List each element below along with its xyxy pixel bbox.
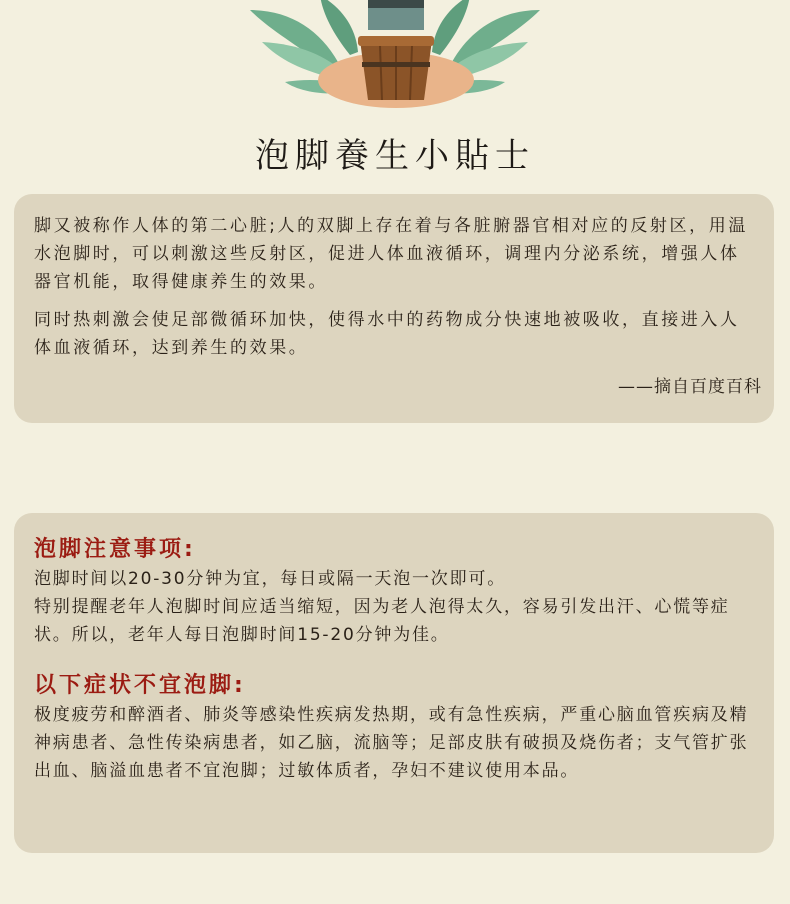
- precautions-card: [14, 513, 774, 853]
- page-title: 泡脚養生小貼士: [255, 136, 535, 176]
- wooden-tub: [358, 36, 434, 100]
- source-citation: ——摘自百度百科: [618, 377, 762, 397]
- foot-bath-illustration: [0, 0, 790, 120]
- contraindications-paragraph: 极度疲劳和醉酒者、肺炎等感染性疾病发热期，或有急性疾病，严重心脑血管疾病及精神病患者、急性传染病患者，如乙脑，流脑等；足部皮肤有破损及烧伤者；支气管扩张出血、脑溢血患者不宜泡脚；过敏体质者，孕妇不建议使用本品。: [34, 705, 749, 781]
- precautions-paragraph-2: 特别提醒老年人泡脚时间应适当缩短，因为老人泡得太久，容易引发出汗、心慌等症状。所以，老年人每日泡脚时间15-20分钟为佳。: [34, 597, 730, 645]
- intro-paragraph-1: 脚又被称作人体的第二心脏;人的双脚上存在着与各脏腑器官相对应的反射区，用温水泡脚时，可以刺激这些反射区，促进人体血液循环，调理内分泌系统，增强人体器官机能，取得健康养生的效果。: [34, 216, 748, 292]
- intro-paragraph-2: 同时热刺激会使足部微循环加快，使得水中的药物成分快速地被吸收，直接进入人体血液循环，达到养生的效果。: [34, 310, 740, 358]
- precautions-paragraph-1: 泡脚时间以20-30分钟为宜，每日或隔一天泡一次即可。: [34, 569, 506, 589]
- contraindications-heading: 以下症状不宜泡脚:: [34, 673, 246, 698]
- intro-card: [14, 194, 774, 423]
- precautions-heading: 泡脚注意事项:: [34, 537, 196, 562]
